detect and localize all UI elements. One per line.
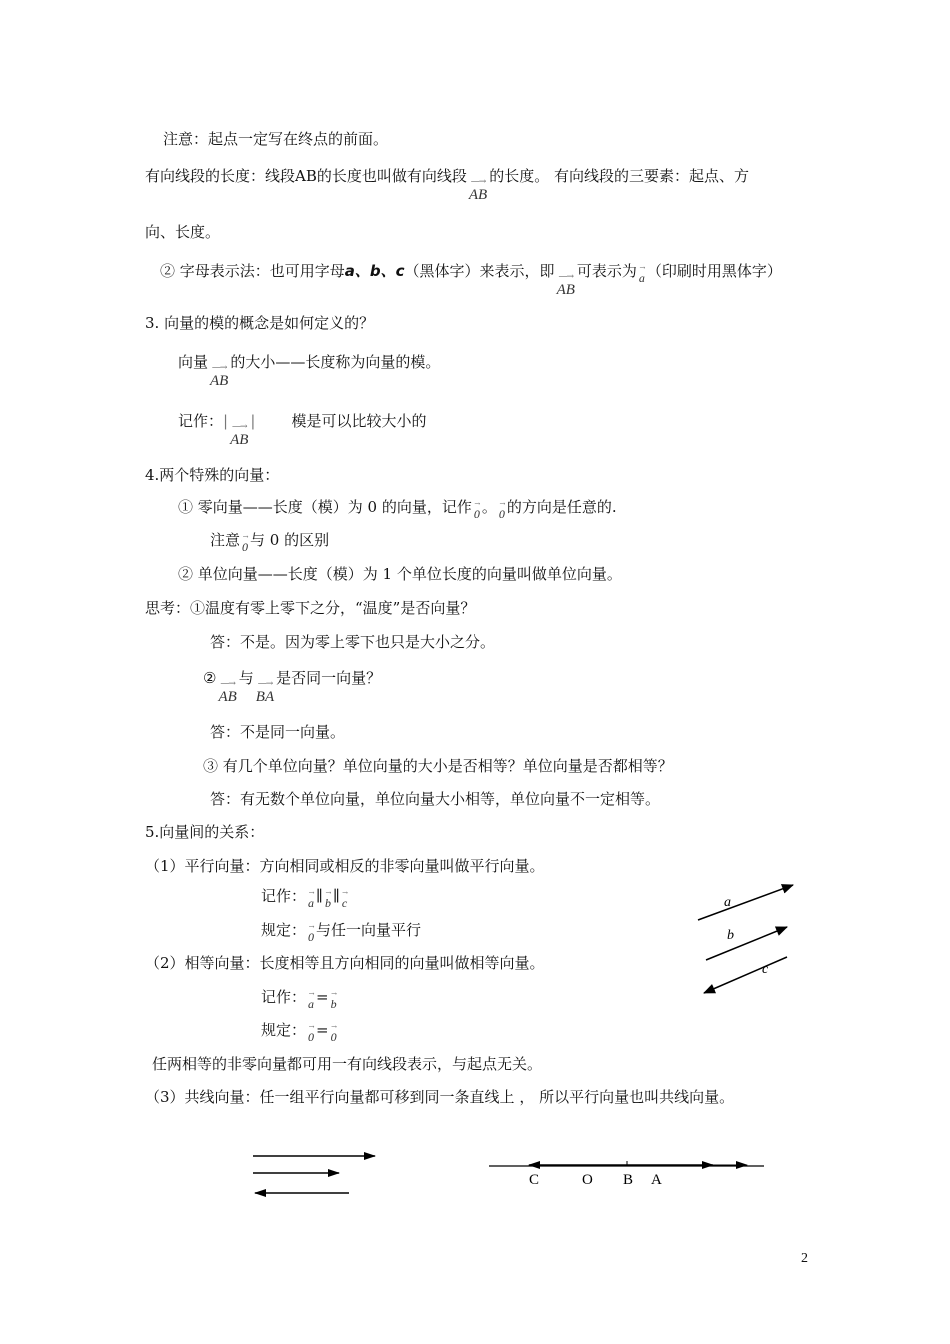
think-question-1: 思考：①温度有零上零下之分，“温度”是否向量？: [145, 599, 476, 617]
vector-ab: —→ AB: [468, 177, 488, 203]
think-question-3: ③ 有几个单位向量？单位向量的大小是否相等？单位向量是否都相等？: [203, 757, 673, 775]
parallel-notation-line: 记作： → a ∥ → b ∥ → c: [261, 887, 348, 910]
note-line: 注意：起点一定写在终点的前面。: [163, 130, 389, 148]
vector-b: → b: [324, 889, 331, 910]
label-c: c: [762, 962, 769, 977]
label-b: b: [727, 928, 734, 943]
section-5-heading: 5.向量间的关系：: [145, 823, 265, 841]
vector-zero: → 0: [330, 1023, 337, 1044]
equal-vectors-note: 任两相等的非零向量都可用一有向线段表示，与起点无关。: [152, 1055, 543, 1073]
section-4-heading: 4.两个特殊的向量：: [145, 466, 280, 484]
modulus-notation-line: 记作：| —→ AB | 模是可以比较大小的: [178, 412, 427, 448]
collinear-vectors-definition: （3）共线向量：任一组平行向量都可移到同一条直线上 ， 所以平行向量也叫共线向量。: [145, 1088, 735, 1106]
answer-2: 答：不是同一向量。: [210, 723, 346, 741]
label-a: A: [651, 1172, 662, 1188]
collinear-line-figure: [485, 1150, 770, 1195]
letter-notation-line: ② 字母表示法：也可用字母a、b、c（黑体字）来表示，即 —→ AB 可表示为 → a （印刷时用黑体字）: [160, 262, 782, 298]
vector-a: → a: [638, 264, 645, 285]
label-a: a: [724, 895, 731, 910]
parallel-vectors-definition: （1）平行向量：方向相同或相反的非零向量叫做平行向量。: [145, 857, 545, 875]
three-elements-line: 向、长度。: [145, 223, 221, 241]
label-o: O: [582, 1172, 593, 1188]
length-definition-line: 有向线段的长度：线段AB的长度也叫做有向线段 —→ AB 的长度。 有向线段的三要素：起点、方: [145, 167, 749, 203]
vector-ab: —→ AB: [556, 272, 575, 298]
equal-notation-line: 记作： → a = → b: [261, 988, 337, 1011]
vector-zero: → 0: [473, 500, 480, 521]
zero-note-line: 注意 → 0 与 0 的区别: [210, 531, 330, 554]
vector-b: → b: [330, 990, 337, 1011]
think-question-2: ② —→ AB 与 —→ BA 是否同一向量？: [203, 669, 382, 705]
vector-zero: → 0: [242, 533, 249, 554]
answer-3: 答：有无数个单位向量，单位向量大小相等，单位向量不一定相等。: [210, 790, 661, 808]
vector-ab: —→ AB: [210, 363, 229, 389]
parallel-rule-line: 规定： → 0 与任一向量平行: [261, 921, 422, 944]
vector-a: → a: [308, 990, 315, 1011]
vector-ab: —→ AB: [218, 679, 237, 705]
equal-rule-line: 规定： → 0 = → 0: [261, 1021, 337, 1044]
parallel-vectors-figure: [690, 875, 810, 1000]
answer-1: 答：不是。因为零上零下也只是大小之分。: [210, 633, 496, 651]
label-b: B: [623, 1172, 634, 1188]
vector-zero: → 0: [308, 1023, 315, 1044]
vector-ba: —→ BA: [255, 679, 275, 705]
modulus-definition-line: 向量 —→ AB 的大小——长度称为向量的模。: [178, 353, 441, 389]
collinear-arrows-figure: [245, 1145, 385, 1200]
unit-vector-line: ② 单位向量——长度（模）为 1 个单位长度的向量叫做单位向量。: [178, 565, 622, 583]
vector-zero: → 0: [498, 500, 505, 521]
page-number: 2: [801, 1251, 808, 1266]
equal-vectors-definition: （2）相等向量：长度相等且方向相同的向量叫做相等向量。: [145, 954, 545, 972]
vector-ab: —→ AB: [230, 422, 249, 448]
section-3-heading: 3. 向量的模的概念是如何定义的？: [145, 314, 375, 332]
zero-vector-line: ① 零向量——长度（模）为 0 的向量，记作 → 0 。 → 0 的方向是任意的.: [178, 498, 617, 521]
vector-zero: → 0: [308, 923, 315, 944]
vector-b-arrow: [706, 927, 787, 960]
vector-c-arrow: [704, 957, 787, 993]
vector-c: → c: [341, 889, 348, 910]
vector-a-arrow: [698, 885, 793, 920]
vector-a: → a: [308, 889, 315, 910]
label-c: C: [529, 1172, 540, 1188]
